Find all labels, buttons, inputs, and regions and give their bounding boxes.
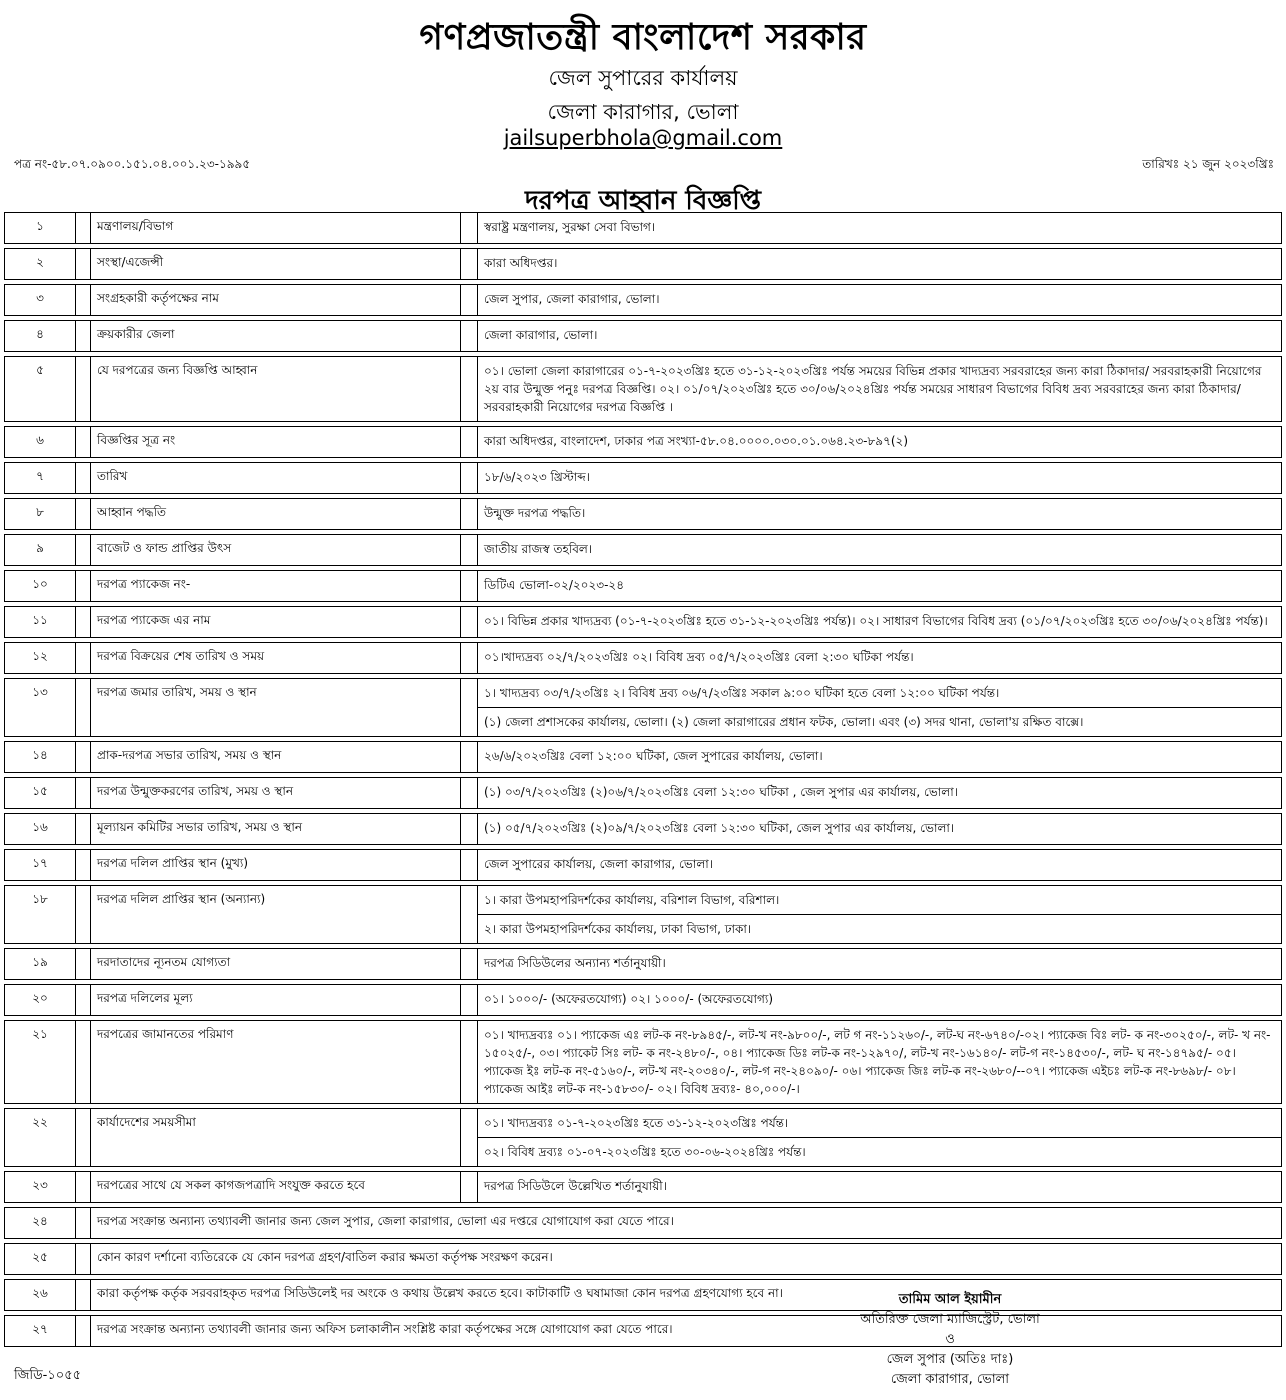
row-label: সংস্থা/এজেন্সী (91, 249, 461, 279)
row-value-cell (478, 535, 1281, 565)
table-row (4, 1171, 1282, 1203)
row-value: ০২। বিবিধ দ্রব্যঃ ০১-০৭-২০২৩খ্রিঃ হতে ৩০-০৬-২০২৪খ্রিঃ পর্যন্ত। (478, 1137, 1281, 1166)
table-row (4, 849, 1282, 881)
row-value-cell (478, 679, 1281, 736)
row-spacer (461, 285, 478, 315)
row-spacer (76, 679, 91, 736)
row-spacer (76, 285, 91, 315)
row-value: জেল সুপার, জেলা কারাগার, ভোলা। (484, 292, 660, 306)
row-spacer (76, 249, 91, 279)
row-spacer (76, 427, 91, 457)
row-value-cell (478, 985, 1281, 1015)
row-value: (১) ০৩/৭/২০২৩খ্রিঃ (২)০৬/৭/২০২৩খ্রিঃ বেলা ১২:৩০ ঘটিকা , জেল সুপার এর কার্যালয়, ভোলা। (484, 785, 958, 799)
row-number: ৭ (5, 463, 76, 493)
row-spacer (76, 1280, 91, 1310)
row-spacer (461, 249, 478, 279)
row-value: (১) ০৫/৭/২০২৩খ্রিঃ (২)০৯/৭/২০২৩খ্রিঃ বেলা ১২:৩০ ঘটিকা, জেল সুপার এর কার্যালয়, ভোলা। (484, 821, 955, 835)
row-value: ০১। ভোলা জেলা কারাগারের ০১-৭-২০২৩খ্রিঃ হতে ৩১-১২-২০২৩খ্রিঃ পর্যন্ত সময়ের বিভিন্ন প্রকার খাদ্যদ্রব্য সরবরাহের জন্য কারা ঠিকাদার/ সরবরাহকারী নিয়োগের ২য় বার উন্মুক্ত পনুঃ দরপত্র বিজ্ঞপ্তি। ০২। ০১/০৭/২০২৩খ্রিঃ হতে ৩০/০৬/২০২৪খ্রিঃ পর্যন্ত সময়ের সাধারণ বিভাগের বিবিধ দ্রব্য সরবরাহের জন্য কারা ঠিকাদার/ সরবরাহকারী নিয়োগের দরপত্র বিজ্ঞপ্তি । (484, 364, 1262, 414)
row-value: (১) জেলা প্রশাসকের কার্যালয়, ভোলা। (২) জেলা কারাগারের প্রধান ফটক, ভোলা। এবং (৩) সদর থানা, ভোলা'য় রক্ষিত বাক্সে। (478, 707, 1281, 736)
signatory-office: জেলা কারাগার, ভোলা (890, 1372, 1010, 1387)
row-spacer (76, 1021, 91, 1103)
row-spacer (76, 814, 91, 844)
signatory-designation-2: জেল সুপার (অতিঃ দাঃ) (886, 1352, 1014, 1367)
office-name: জেল সুপারের কার্যালয় (548, 66, 738, 90)
row-spacer (76, 607, 91, 637)
row-spacer (76, 535, 91, 565)
row-number: ৫ (5, 357, 76, 421)
row-spacer (461, 357, 478, 421)
table-row (4, 1020, 1282, 1104)
row-text: কারা কর্তৃপক্ষ কর্তৃক সরবরাহকৃত দরপত্র সিডিউলেই দর অংকে ও কথায় উল্লেখ করতে হবে। কাটাকাটি ও ঘষামাজা কোন দরপত্র গ্রহণযোগ্য হবে না। (97, 1286, 783, 1300)
row-number: ২০ (5, 985, 76, 1015)
row-spacer (461, 607, 478, 637)
row-value: ২। কারা উপমহাপরিদর্শকের কার্যালয়, ঢাকা বিভাগ, ঢাকা। (478, 914, 1281, 943)
table-row (4, 606, 1282, 638)
row-label: বাজেট ও ফান্ড প্রাপ্তির উৎস (91, 535, 461, 565)
issue-date: তারিখঃ ২১ জুন ২০২৩খ্রিঃ (1142, 157, 1274, 171)
row-label: দরপত্র দলিলের মূল্য (91, 985, 461, 1015)
row-spacer (76, 778, 91, 808)
table-row (4, 984, 1282, 1016)
row-value: ১। কারা উপমহাপরিদর্শকের কার্যালয়, বরিশাল বিভাগ, বরিশাল। (484, 893, 780, 907)
government-heading: গণপ্রজাতন্ত্রী বাংলাদেশ সরকার (419, 17, 867, 58)
row-value: ২৬/৬/২০২৩খ্রিঃ বেলা ১২:০০ ঘটিকা, জেল সুপারের কার্যালয়, ভোলা। (484, 749, 823, 763)
row-value-cell (478, 285, 1281, 315)
row-number: ১৮ (5, 886, 76, 943)
row-number: ১৫ (5, 778, 76, 808)
row-spacer (461, 1021, 478, 1103)
row-value: ১৮/৬/২০২৩ খ্রিস্টাব্দ। (484, 470, 590, 484)
row-value-cell (478, 742, 1281, 772)
row-number: ২৪ (5, 1208, 76, 1238)
row-text: কোন কারণ দর্শানো ব্যতিরেকে যে কোন দরপত্র গ্রহণ/বাতিল করার ক্ষমতা কর্তৃপক্ষ সংরক্ষণ করেন। (97, 1250, 553, 1264)
row-spacer (461, 463, 478, 493)
row-number: ১০ (5, 571, 76, 601)
row-number: ১৯ (5, 949, 76, 979)
row-number: ৯ (5, 535, 76, 565)
row-value-cell (478, 249, 1281, 279)
row-label: মূল্যায়ন কমিটির সভার তারিখ, সময় ও স্থান (91, 814, 461, 844)
signatory-and: ও (945, 1332, 955, 1347)
row-label: ক্রয়কারীর জেলা (91, 321, 461, 351)
gd-number: জিডি-১০৫৫ (14, 1368, 82, 1383)
row-value-cell (478, 1172, 1281, 1202)
row-value-cell (478, 571, 1281, 601)
row-value-cell (478, 321, 1281, 351)
row-label: দরপত্র জমার তারিখ, সময় ও স্থান (91, 679, 461, 736)
table-row (4, 284, 1282, 316)
row-label: দরপত্র দলিল প্রাপ্তির স্থান (অন্যান্য) (91, 886, 461, 943)
memo-number: পত্র নং-৫৮.০৭.০৯০০.১৫১.০৪.০০১.২৩-১৯৯৫ (14, 157, 251, 171)
row-spacer (76, 949, 91, 979)
row-number: ২৩ (5, 1172, 76, 1202)
row-spacer (76, 985, 91, 1015)
row-value: কারা অধিদপ্তর, বাংলাদেশ, ঢাকার পত্র সংখ্যা-৫৮.০৪.০০০০.০৩০.০১.০৬৪.২৩-৮৯৭(২) (484, 434, 909, 448)
row-number: ২৫ (5, 1244, 76, 1274)
row-number: ১ (5, 213, 76, 243)
row-label: আহ্বান পদ্ধতি (91, 499, 461, 529)
row-spacer (76, 499, 91, 529)
row-spacer (76, 1172, 91, 1202)
row-value-cell (478, 886, 1281, 943)
row-value: ০১। ১০০০/- (অফেরতযোগ্য) ০২। ১০০০/- (অফেরতযোগ্য) (484, 992, 774, 1006)
row-value-cell (478, 357, 1281, 421)
table-row (4, 813, 1282, 845)
row-label: কার্যাদেশের সময়সীমা (91, 1109, 461, 1166)
row-spacer (461, 643, 478, 673)
row-spacer (76, 571, 91, 601)
row-label: দরপত্র প্যাকেজ এর নাম (91, 607, 461, 637)
row-number: ৮ (5, 499, 76, 529)
row-value: ১। খাদ্যদ্রব্য ০৩/৭/২৩খ্রিঃ ২। বিবিধ দ্রব্য ০৬/৭/২৩খ্রিঃ সকাল ৯:০০ ঘটিকা হতে বেলা ১২:০০ ঘটিকা পর্যন্ত। (484, 686, 1000, 700)
office-location: জেলা কারাগার, ভোলা (547, 100, 739, 124)
row-spacer (76, 1316, 91, 1346)
row-number: ১১ (5, 607, 76, 637)
row-number: ১৩ (5, 679, 76, 736)
row-value-cell (478, 949, 1281, 979)
row-spacer (461, 1172, 478, 1202)
row-value-cell (478, 499, 1281, 529)
row-spacer (76, 357, 91, 421)
table-row-wide (4, 1243, 1282, 1275)
row-value-cell (478, 1109, 1281, 1166)
row-spacer (76, 850, 91, 880)
table-row (4, 885, 1282, 944)
table-row (4, 320, 1282, 352)
row-value: ০১। খাদ্যদ্রব্যঃ ০১-৭-২০২৩খ্রিঃ হতে ৩১-১২-২০২৩খ্রিঃ পর্যন্ত। (484, 1116, 789, 1130)
row-label: বিজ্ঞপ্তির সূত্র নং (91, 427, 461, 457)
signatory-name: তামিম আল ইয়ামীন (898, 1292, 1002, 1307)
row-value: ডিটিএ ভোলা-০২/২০২৩-২৪ (484, 578, 624, 592)
row-number: ৬ (5, 427, 76, 457)
row-spacer (461, 814, 478, 844)
table-row-wide (4, 1207, 1282, 1239)
row-spacer (76, 1244, 91, 1274)
row-spacer (461, 850, 478, 880)
row-number: ২৬ (5, 1280, 76, 1310)
row-spacer (76, 463, 91, 493)
email-address: jailsuperbhola@gmail.com (503, 126, 783, 150)
row-label: দরপত্রের জামানতের পরিমাণ (91, 1021, 461, 1103)
table-row (4, 570, 1282, 602)
row-spacer (76, 886, 91, 943)
row-value-cell (478, 427, 1281, 457)
row-value: স্বরাষ্ট্র মন্ত্রণালয়, সুরক্ষা সেবা বিভাগ। (484, 220, 656, 234)
signatory-designation-1: অতিরিক্ত জেলা ম্যাজিস্ট্রেট, ভোলা (860, 1312, 1040, 1327)
table-row (4, 948, 1282, 980)
row-number: ২ (5, 249, 76, 279)
row-text: দরপত্র সংক্রান্ত অন্যান্য তথ্যাবলী জানার জন্য অফিস চলাকালীন সংশ্লিষ্ট কারা কর্তৃপক্ষের সঙ্গে যোগাযোগ করা যেতে পারে। (97, 1322, 673, 1336)
row-label: দরদাতাদের ন্যূনতম যোগ্যতা (91, 949, 461, 979)
row-value: জেল সুপারের কার্যালয়, জেলা কারাগার, ভোলা। (484, 857, 714, 871)
table-row (4, 777, 1282, 809)
row-spacer (461, 742, 478, 772)
row-value: দরপত্র সিডিউলের অন্যান্য শর্তানুযায়ী। (484, 956, 666, 970)
row-spacer (461, 778, 478, 808)
row-number: ২২ (5, 1109, 76, 1166)
row-value: ০১।খাদ্যদ্রব্য ০২/৭/২০২৩খ্রিঃ ০২। বিবিধ দ্রব্য ০৫/৭/২০২৩খ্রিঃ বেলা ২:৩০ ঘটিকা পর্যন্ত। (484, 650, 914, 664)
row-label: সংগ্রহকারী কর্তৃপক্ষের নাম (91, 285, 461, 315)
row-label: মন্ত্রণালয়/বিভাগ (91, 213, 461, 243)
row-spacer (76, 1109, 91, 1166)
row-number: ১২ (5, 643, 76, 673)
row-spacer (76, 213, 91, 243)
row-spacer (461, 535, 478, 565)
row-value: উন্মুক্ত দরপত্র পদ্ধতি। (484, 506, 586, 520)
row-spacer (76, 321, 91, 351)
notice-title: দরপত্র আহ্বান বিজ্ঞপ্তি (524, 186, 762, 216)
row-spacer (461, 499, 478, 529)
tender-table (4, 212, 1282, 1351)
table-row (4, 1108, 1282, 1167)
row-label: তারিখ (91, 463, 461, 493)
table-row (4, 534, 1282, 566)
row-number: ২১ (5, 1021, 76, 1103)
row-number: ২৭ (5, 1316, 76, 1346)
row-spacer (461, 949, 478, 979)
row-value-cell (478, 850, 1281, 880)
row-value-cell (478, 1021, 1281, 1103)
row-value-cell (478, 814, 1281, 844)
table-row (4, 678, 1282, 737)
row-number: ১৭ (5, 850, 76, 880)
row-label: দরপত্র বিক্রয়ের শেষ তারিখ ও সময় (91, 643, 461, 673)
row-value: ০১। বিভিন্ন প্রকার খাদ্যদ্রব্য (০১-৭-২০২৩খ্রিঃ হতে ৩১-১২-২০২৩খ্রিঃ পর্যন্ত)। ০২। সাধারণ বিভাগের বিবিধ দ্রব্য (০১/০৭/২০২৩খ্রিঃ হতে ৩০/০৬/২০২৪খ্রিঃ পর্যন্ত)। (484, 614, 1268, 628)
table-row (4, 212, 1282, 244)
row-spacer (76, 1208, 91, 1238)
row-text: দরপত্র সংক্রান্ত অন্যান্য তথ্যাবলী জানার জন্য জেল সুপার, জেলা কারাগার, ভোলা এর দপ্তরে যোগাযোগ করা যেতে পারে। (97, 1214, 674, 1228)
row-number: ১৬ (5, 814, 76, 844)
row-spacer (461, 571, 478, 601)
row-value-cell (478, 778, 1281, 808)
table-row (4, 642, 1282, 674)
row-value: জাতীয় রাজস্ব তহবিল। (484, 542, 593, 556)
row-spacer (461, 213, 478, 243)
row-label: দরপত্র প্যাকেজ নং- (91, 571, 461, 601)
row-number: ৩ (5, 285, 76, 315)
row-value: জেলা কারাগার, ভোলা। (484, 328, 598, 342)
row-label: দরপত্রের সাথে যে সকল কাগজপত্রাদি সংযুক্ত করতে হবে (91, 1172, 461, 1202)
row-value-cell (478, 213, 1281, 243)
table-row (4, 356, 1282, 422)
row-number: ১৪ (5, 742, 76, 772)
table-row (4, 248, 1282, 280)
row-spacer (76, 742, 91, 772)
row-value: কারা অধিদপ্তর। (484, 256, 558, 270)
row-label: যে দরপত্রের জন্য বিজ্ঞপ্তি আহ্বান (91, 357, 461, 421)
row-spacer (461, 427, 478, 457)
row-label: প্রাক-দরপত্র সভার তারিখ, সময় ও স্থান (91, 742, 461, 772)
row-value-cell (478, 607, 1281, 637)
row-value-cell (478, 463, 1281, 493)
row-label: দরপত্র দলিল প্রাপ্তির স্থান (মুখ্য) (91, 850, 461, 880)
row-spacer (461, 886, 478, 943)
row-value-cell (478, 643, 1281, 673)
table-row (4, 741, 1282, 773)
row-spacer (461, 321, 478, 351)
row-value: ০১। খাদ্যদ্রব্যঃ ০১। প্যাকেজ এঃ লট-ক নং-৮৯৪৫/-, লট-খ নং-৯৮০০/-, লট গ নং-১১২৬০/-, লট-ঘ নং-৬৭৪০/-০২। প্যাকেজ বিঃ লট- ক নং-৩০২৫০/-, লট- খ নং- ১৫০২৫/-, ০৩। প্যাকেট সিঃ লট- ক নং-২৪৮০/-, ০৪। প্যাকেজ ডিঃ লট-ক নং-১২৯৭০/, লট-খ নং-১৬১৪০/- লট-গ নং-১৪৫৩০/-, লট- ঘ নং-১৪৭৯৫/- ০৫। প্যাকেজ ইঃ লট-ক নং-৫১৬০/-, লট-খ নং-২০৩৪০/-, লট-গ নং-২৪০৯০/- ০৬। প্যাকেজ জিঃ লট-ক নং-২৬৮০/--০৭। প্যাকেজ এইচঃ লট-ক নং-৮৬৯৮/- ০৮। প্যাকেজ আইঃ লট-ক নং-১৫৮৩০/- ০২। বিবিধ দ্রব্যঃ- ৪০,০০০/-। (484, 1028, 1271, 1096)
row-value: দরপত্র সিডিউলে উল্লেখিত শর্তানুযায়ী। (484, 1179, 668, 1193)
row-label: দরপত্র উন্মুক্তকরণের তারিখ, সময় ও স্থান (91, 778, 461, 808)
row-spacer (76, 643, 91, 673)
table-row (4, 426, 1282, 458)
row-number: ৪ (5, 321, 76, 351)
row-spacer (461, 985, 478, 1015)
row-spacer (461, 1109, 478, 1166)
table-row (4, 498, 1282, 530)
table-row (4, 462, 1282, 494)
row-spacer (461, 679, 478, 736)
